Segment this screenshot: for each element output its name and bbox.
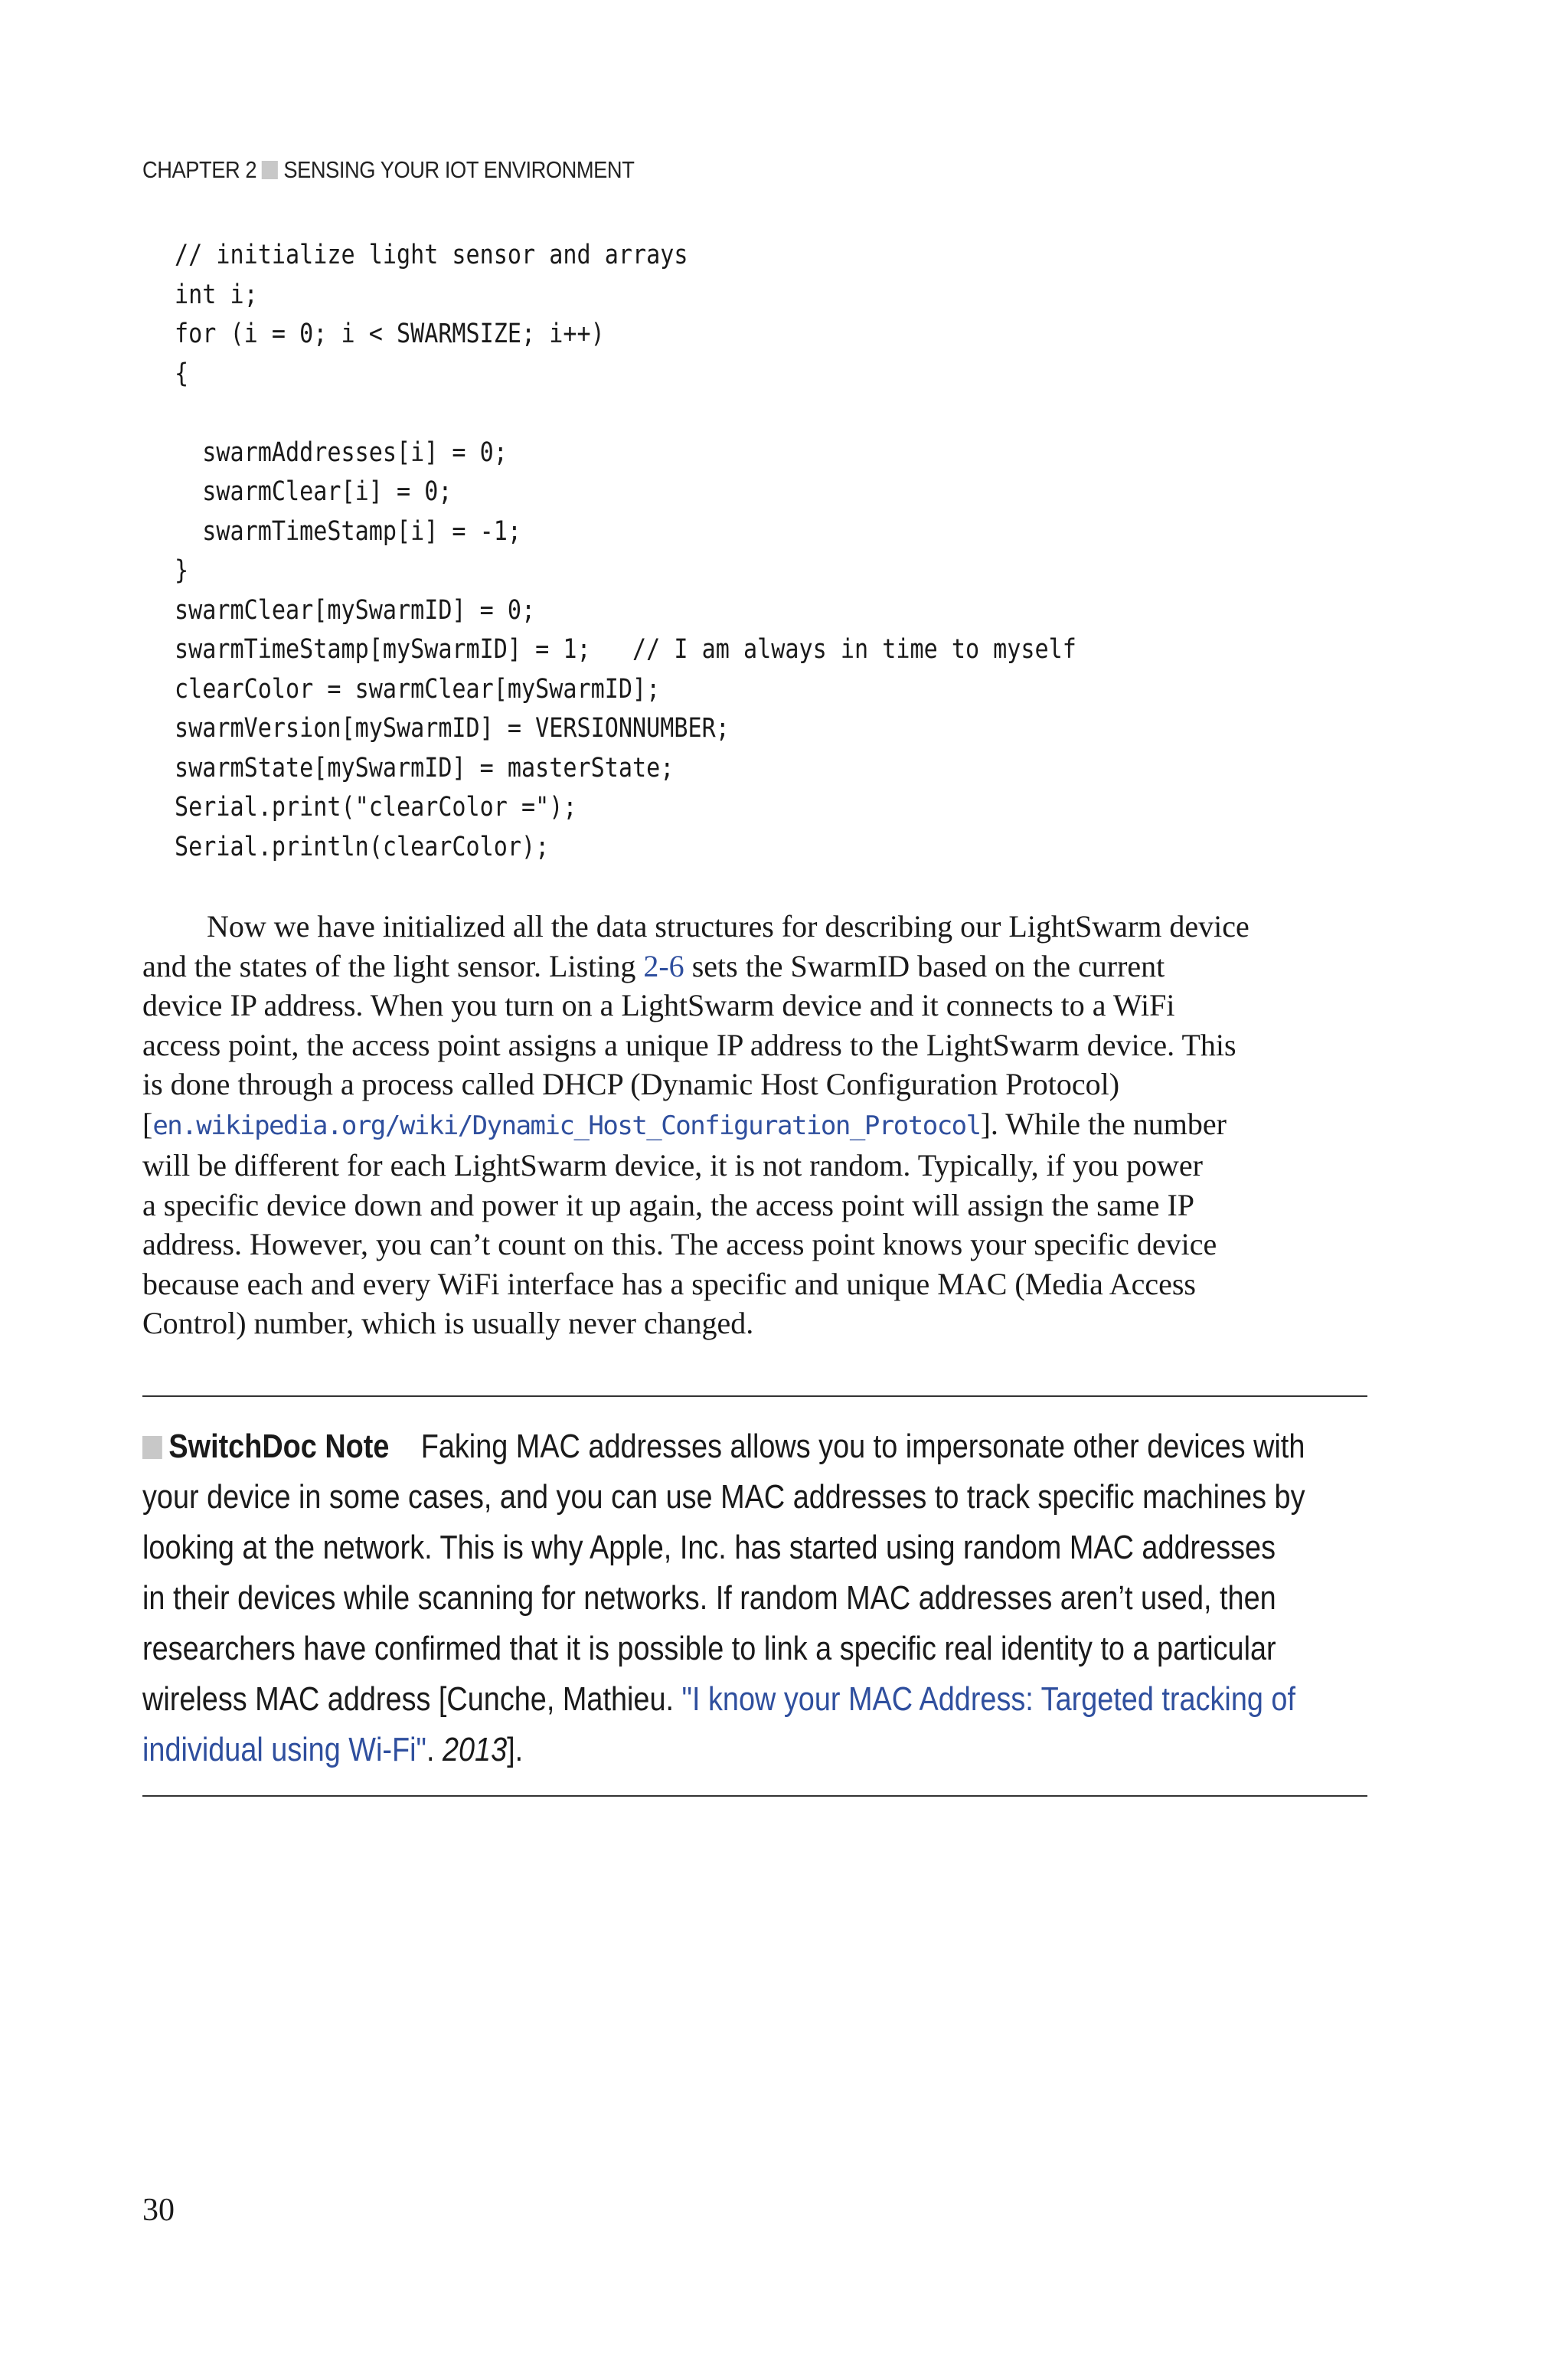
citation-link[interactable]: "I know your MAC Address: Targeted tracking of [681, 1680, 1295, 1718]
note-bottom-rule [142, 1795, 1367, 1797]
paragraph-text: sets the SwarmID based on the current [684, 948, 1165, 983]
square-separator-icon [262, 161, 278, 179]
note-line [142, 1421, 1341, 1472]
code-line: { [175, 358, 189, 389]
paragraph-line: is done through a process called DHCP (Dynamic Host Configuration Protocol) [142, 1067, 1120, 1101]
switchdoc-note [142, 1421, 1341, 1775]
code-line: swarmClear[mySwarmID] = 0; [175, 594, 536, 626]
citation-year: 2013 [442, 1731, 508, 1768]
code-line: } [175, 555, 189, 586]
code-line: swarmTimeStamp[i] = -1; [175, 515, 522, 547]
paragraph-text: ]. While the number [980, 1106, 1227, 1141]
square-bullet-icon [142, 1436, 162, 1459]
code-line: int i; [175, 279, 258, 310]
citation-link-continued[interactable]: individual using Wi-Fi" [142, 1731, 426, 1768]
paragraph-line: device IP address. When you turn on a LightSwarm device and it connects to a WiFi [142, 988, 1175, 1022]
dhcp-wiki-link[interactable]: en.wikipedia.org/wiki/Dynamic_Host_Configuration_Protocol [152, 1110, 981, 1141]
note-label: SwitchDoc Note [168, 1428, 390, 1465]
paragraph-line [142, 1104, 1367, 1146]
note-line: your device in some cases, and you can use MAC addresses to track specific machines by [142, 1478, 1305, 1516]
paragraph-line [142, 947, 1367, 986]
code-line: swarmAddresses[i] = 0; [175, 437, 508, 468]
page-number: 30 [142, 2193, 175, 2228]
note-text: . [426, 1731, 443, 1768]
note-line [142, 1674, 1341, 1725]
paragraph-line: a specific device down and power it up again, the access point will assign the same IP [142, 1187, 1195, 1222]
note-line: in their devices while scanning for networks. If random MAC addresses aren’t used, then [142, 1579, 1276, 1617]
note-text: Faking MAC addresses allows you to impersonate other devices with [420, 1428, 1305, 1465]
code-line [175, 394, 1076, 433]
note-line [142, 1725, 1341, 1775]
paragraph-line: access point, the access point assigns a unique IP address to the LightSwarm device. This [142, 1027, 1236, 1062]
paragraph-line: because each and every WiFi interface has a specific and unique MAC (Media Access [142, 1266, 1196, 1301]
code-line: clearColor = swarmClear[mySwarmID]; [175, 673, 661, 705]
code-line: Serial.print("clearColor ="); [175, 792, 577, 823]
paragraph-line: will be different for each LightSwarm device, it is not random. Typically, if you power [142, 1148, 1203, 1182]
running-head [142, 156, 634, 184]
paragraph-line: Control) number, which is usually never changed. [142, 1306, 754, 1340]
code-line: swarmState[mySwarmID] = masterState; [175, 752, 675, 783]
note-top-rule [142, 1395, 1367, 1397]
paragraph-line: Now we have initialized all the data structures for describing our LightSwarm device [207, 909, 1250, 944]
code-listing [175, 236, 1076, 867]
note-line: researchers have confirmed that it is possible to link a specific real identity to a particular [142, 1630, 1276, 1667]
code-line: // initialize light sensor and arrays [175, 240, 688, 270]
body-paragraph [142, 907, 1367, 1343]
listing-link[interactable]: 2-6 [643, 948, 684, 983]
chapter-title: SENSING YOUR IOT ENVIRONMENT [283, 156, 635, 183]
note-text: wireless MAC address [Cunche, Mathieu. [142, 1680, 682, 1718]
paragraph-line: address. However, you can’t count on this. The access point knows your specific device [142, 1227, 1217, 1261]
paragraph-text: and the states of the light sensor. Listing [142, 948, 644, 983]
code-line: for (i = 0; i < SWARMSIZE; i++) [175, 319, 605, 349]
code-line: swarmTimeStamp[mySwarmID] = 1; // I am always in time to myself [175, 634, 1076, 665]
code-line: Serial.println(clearColor); [175, 831, 550, 862]
note-line: looking at the network. This is why Apple, Inc. has started using random MAC addresses [142, 1529, 1276, 1566]
chapter-label: CHAPTER 2 [142, 156, 257, 183]
code-line: swarmVersion[mySwarmID] = VERSIONNUMBER; [175, 713, 730, 744]
bracket-text: [ [142, 1106, 153, 1141]
note-text: ]. [507, 1731, 524, 1768]
code-line: swarmClear[i] = 0; [175, 476, 452, 507]
